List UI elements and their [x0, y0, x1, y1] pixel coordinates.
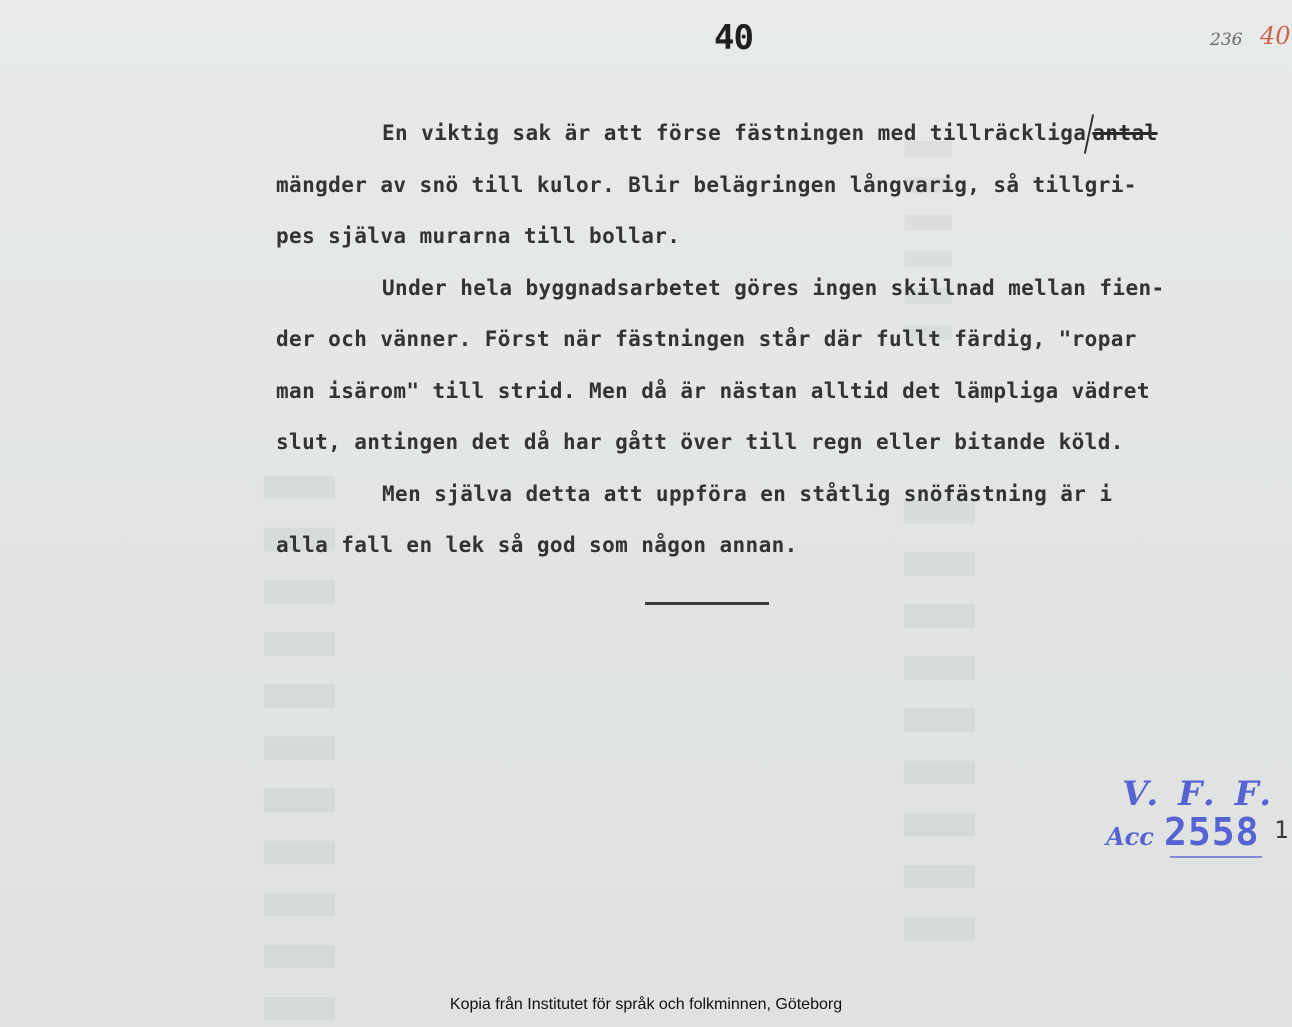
text-line — [276, 108, 1286, 160]
text-line: Under hela byggnadsarbetet göres ingen skillnad mellan fien- — [382, 275, 1165, 300]
archive-stamp — [1104, 772, 1289, 862]
text-line: pes själva murarna till bollar. — [276, 224, 681, 248]
text-line-content: En viktig sak är att förse fästningen med tillräckliga — [382, 121, 1087, 145]
stamp-acc-number: 2558 — [1164, 810, 1260, 854]
text-line: slut, antingen det då har gått över till regn eller bitande köld. — [276, 430, 1124, 454]
text-line: man isärom" till strid. Men då är nästan alltid det lämpliga vädret — [276, 378, 1150, 403]
footer-credit: Kopia från Institutet för språk och folkminnen, Göteborg — [449, 996, 843, 1013]
stamp-acc-label: Acc — [1106, 822, 1154, 851]
stamp-top-line: V. F. F. — [1122, 774, 1276, 814]
text-line: der och vänner. Först när fästningen står där fullt färdig, "ropar — [276, 327, 1137, 351]
archive-number-red: 40 — [1260, 22, 1291, 50]
end-rule — [645, 602, 769, 605]
struck-word: antal — [1092, 121, 1158, 145]
text-line: alla fall en lek så god som någon annan. — [276, 533, 798, 557]
text-line: Men själva detta att uppföra en ståtlig snöfästning är i — [382, 481, 1113, 506]
stamp-underline — [1170, 856, 1262, 858]
watermark-right-top: ▌▌▌▌▌▌ — [905, 119, 952, 340]
archive-number: 236 — [1210, 30, 1243, 50]
watermark-right: ▌▌▌▌▌▌▌▌▌ — [905, 470, 975, 940]
page-number: 40 — [714, 18, 753, 58]
text-line: mängder av snö till kulor. Blir belägringen långvarig, så tillgri- — [276, 172, 1137, 197]
watermark-left: ▌▌▌▌▌▌▌▌▌▌▌ — [265, 446, 335, 1020]
typed-text-body — [276, 108, 1286, 572]
stamp-suffix: 1 — [1274, 816, 1289, 844]
